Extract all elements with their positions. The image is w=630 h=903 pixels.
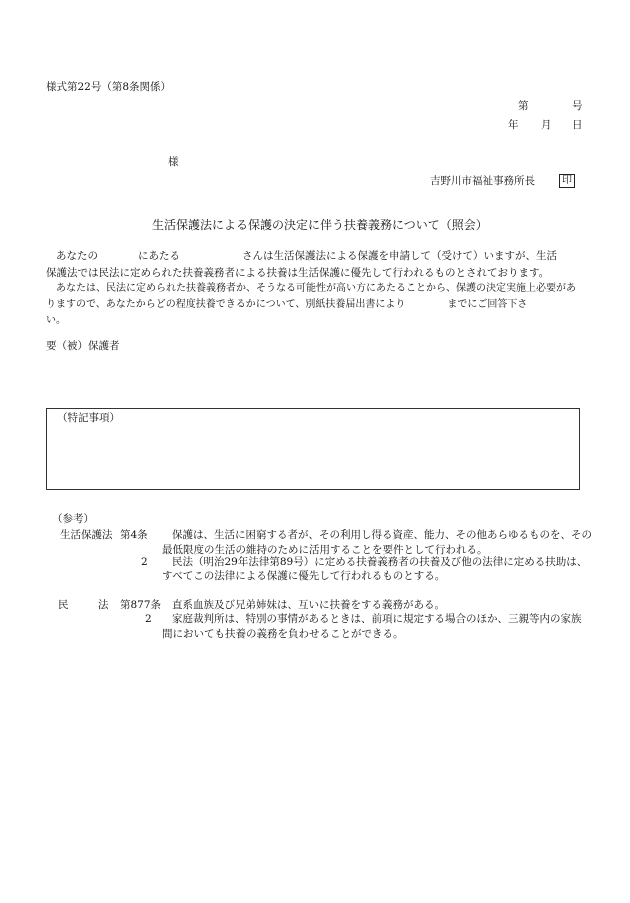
minpo-name-char-1: 民: [58, 599, 69, 611]
form-id: 様式第22号（第8条関係）: [46, 81, 172, 93]
date-month: 月: [541, 119, 552, 131]
seikatsu-p2-text-1: 民法（明治29年法律第89号）に定める扶養義務者の扶養及び他の法律に定める扶助は、: [172, 556, 588, 568]
reference-heading: （参考）: [52, 513, 94, 525]
minpo-p2-number: 2: [145, 613, 152, 625]
body-paragraph-1: [46, 248, 586, 282]
seikatsu-p2-text-2: すべてこの法律による保護に優先して行われるものとする。: [162, 570, 446, 582]
addressee-suffix: 様: [168, 156, 179, 168]
seal-mark: [559, 174, 575, 188]
minpo-text-1: 直系血族及び兄弟姉妹は、互いに扶養をする義務がある。: [172, 599, 445, 611]
protected-person-label: 要（被）保護者: [46, 340, 120, 352]
p2-line-3: い。: [46, 315, 66, 326]
minpo-p2-text-1: 家庭裁判所は、特別の事情があるときは、前項に規定する場合のほか、三親等内の家族: [172, 613, 582, 625]
p2-line-1: あなたは、民法に定められた扶養義務者か、そうなる可能性が高い方にあたることから、保護の決定実施上必要があ: [56, 283, 576, 294]
sender-name: 吉野川市福祉事務所長: [430, 175, 535, 187]
date-day: 日: [572, 119, 583, 131]
seikatsu-text-1: 保護は、生活に困窮する者が、その利用し得る資産、能力、その他あらゆるものを、その: [172, 529, 592, 541]
minpo-article: 第877条: [120, 599, 162, 611]
document-title: 生活保護法による保護の決定に伴う扶養義務について（照会）: [152, 218, 488, 232]
minpo-p2-text-2: 間においても扶養の義務を負わせることができる。: [162, 628, 404, 640]
seal-text: 印: [559, 174, 575, 188]
special-notes-box: [46, 408, 580, 490]
seikatsu-p2-number: 2: [141, 556, 148, 568]
p2-line-2-a: りますので、あなたからどの程度扶養できるかについて、別紙扶養届出書により: [46, 299, 406, 310]
p2-line-2-b: までにご回答下さ: [447, 299, 528, 310]
date-year: 年: [508, 119, 519, 131]
p1-part-c: さんは生活保護法による保護を申請して（受けて）いますが、生活: [242, 250, 557, 262]
p1-part-a: あなたの: [56, 250, 98, 262]
special-notes-label: （特記事項）: [57, 412, 120, 424]
seikatsu-text-2: 最低限度の生活の維持のために活用することを要件として行われる。: [162, 544, 488, 556]
p1-part-b: にあたる: [138, 250, 180, 262]
minpo-name-char-2: 法: [98, 599, 109, 611]
seikatsu-article: 第4条: [120, 529, 148, 541]
p1-line-2: 保護法では民法に定められた扶養義務者による扶養は生活保護に優先して行われるものとされております。: [46, 267, 550, 279]
body-paragraph-2: [46, 281, 586, 329]
doc-number-prefix: 第: [518, 100, 529, 112]
seikatsu-law-name: 生活保護法: [60, 529, 113, 541]
doc-number-suffix: 号: [572, 100, 583, 112]
